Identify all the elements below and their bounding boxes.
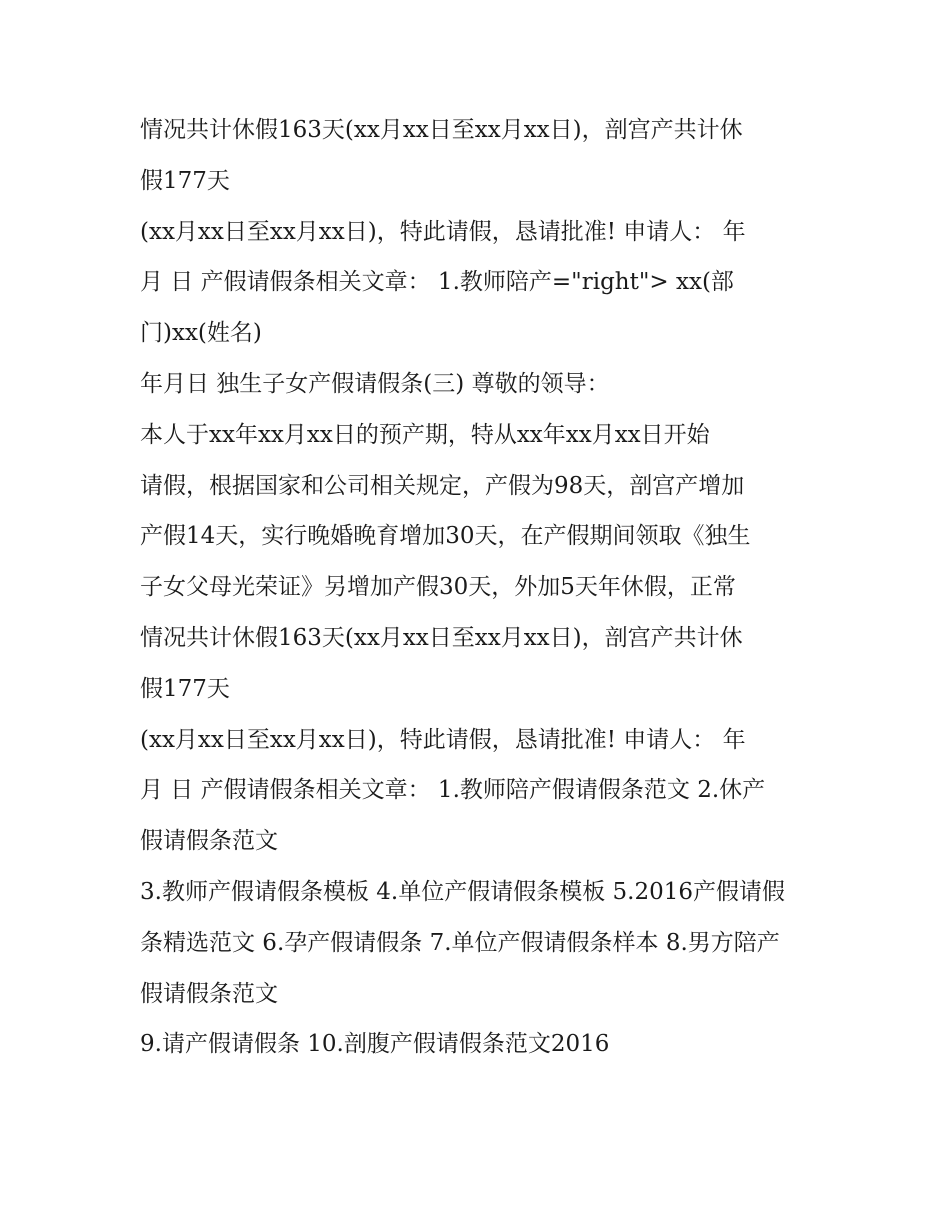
text-line: 条精选范文 6.孕产假请假条 7.单位产假请假条样本 8.男方陪产: [140, 929, 780, 956]
text-line: (xx月xx日至xx月xx日)，特此请假，恳请批准! 申请人： 年: [140, 726, 746, 753]
text-line: 本人于xx年xx月xx日的预产期，特从xx年xx月xx日开始: [140, 421, 710, 448]
text-line: 门)xx(姓名): [140, 320, 262, 347]
text-line: 假177天: [140, 675, 230, 702]
text-line: 子女父母光荣证》另增加产假30天，外加5天年休假，正常: [140, 574, 736, 601]
text-line: 月 日 产假请假条相关文章： 1.教师陪产="right"> xx(部: [140, 269, 734, 296]
text-line: (xx月xx日至xx月xx日)，特此请假，恳请批准! 申请人： 年: [140, 218, 746, 245]
text-line: 月 日 产假请假条相关文章： 1.教师陪产假请假条范文 2.休产: [140, 777, 766, 804]
text-line: 产假14天，实行晚婚晚育增加30天，在产假期间领取《独生: [140, 523, 751, 550]
text-line: 年月日 独生子女产假请假条(三) 尊敬的领导：: [140, 370, 610, 397]
text-line: 3.教师产假请假条模板 4.单位产假请假条模板 5.2016产假请假: [140, 878, 785, 905]
text-line: 假请假条范文: [140, 828, 278, 855]
text-line: 假请假条范文: [140, 980, 278, 1007]
text-line: 情况共计休假163天(xx月xx日至xx月xx日)，剖宫产共计休: [140, 624, 743, 651]
text-line: 请假，根据国家和公司相关规定，产假为98天，剖宫产增加: [140, 472, 745, 499]
text-line: 假177天: [140, 167, 230, 194]
document-body: [140, 105, 820, 1070]
text-line: 9.请产假请假条 10.剖腹产假请假条范文2016: [140, 1031, 610, 1058]
text-line: 情况共计休假163天(xx月xx日至xx月xx日)，剖宫产共计休: [140, 117, 743, 143]
